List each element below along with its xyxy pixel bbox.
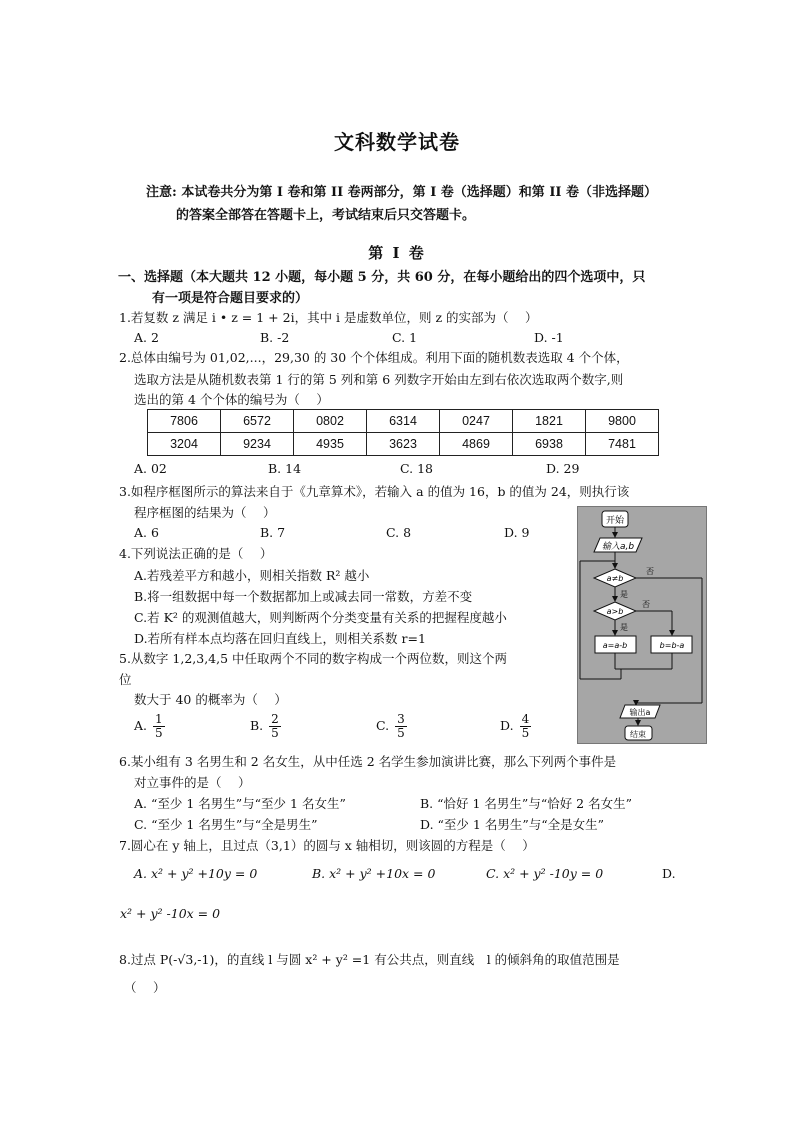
q7-option-b: B. x² + y² +10x = 0 — [312, 866, 436, 881]
q5-option-d-label: D. — [500, 718, 514, 733]
q7-option-d: D. — [662, 866, 676, 881]
table-cell: 0247 — [440, 410, 513, 433]
q5-stem-line-1: 5.从数字 1,2,3,4,5 中任取两个不同的数字构成一个两位数，则这个两 — [119, 651, 508, 666]
table-cell: 9800 — [586, 410, 659, 433]
q5-stem-line-3: 数大于 40 的概率为（ ） — [134, 692, 287, 707]
flow-no-2: 否 — [642, 600, 650, 609]
flowchart — [577, 506, 707, 744]
table-cell: 3623 — [367, 433, 440, 456]
q7-stem: 7.圆心在 y 轴上，且过点（3,1）的圆与 x 轴相切，则该圆的方程是（ ） — [119, 838, 535, 853]
q5-option-d — [500, 713, 531, 740]
flow-yes-2: 是 — [620, 623, 628, 632]
q5-stem-line-2: 位 — [119, 672, 132, 687]
q4-option-c: C.若 K² 的观测值越大，则判断两个分类变量有关系的把握程度越小 — [134, 610, 507, 625]
q3-stem-line-2: 程序框图的结果为（ ） — [134, 505, 276, 520]
fraction-denominator: 5 — [155, 726, 163, 740]
q5-option-c-fraction — [395, 713, 407, 740]
q8-stem-line-2: （ ） — [124, 980, 166, 995]
q6-option-b: B. “恰好 1 名男生”与“恰好 2 名女生” — [420, 796, 632, 811]
q5-option-a-label: A. — [134, 718, 148, 733]
table-cell: 0802 — [294, 410, 367, 433]
q2-option-a: A. 02 — [134, 461, 167, 476]
q1-option-a: A. 2 — [134, 330, 159, 345]
q2-stem-line-3: 选出的第 4 个个体的编号为（ ） — [134, 392, 329, 407]
q6-option-a: A. “至少 1 名男生”与“至少 1 名女生” — [134, 796, 346, 811]
flow-condition-2-label: a>b — [606, 607, 624, 616]
q4-option-d: D.若所有样本点均落在回归直线上，则相关系数 r=1 — [134, 631, 426, 646]
q2-option-b: B. 14 — [268, 461, 302, 476]
fraction-numerator: 4 — [521, 712, 530, 726]
flow-input-label: 输入a,b — [601, 542, 635, 552]
table-cell: 6572 — [221, 410, 294, 433]
q6-option-c: C. “至少 1 名男生”与“全是男生” — [134, 817, 318, 832]
q1-option-b: B. -2 — [260, 330, 290, 345]
q5-option-b-label: B. — [250, 718, 264, 733]
page-title: 文科数学试卷 — [334, 130, 460, 154]
q7-option-d-equation: x² + y² -10x = 0 — [120, 906, 221, 921]
fraction-denominator: 5 — [521, 726, 530, 740]
q2-stem-line-1: 2.总体由编号为 01,02,...，29,30 的 30 个个体组成。利用下面的随机数表选取 4 个个体， — [119, 350, 629, 365]
flow-output-label: 输出a — [629, 708, 651, 717]
q5-option-b — [250, 713, 281, 740]
q3-option-c: C. 8 — [386, 525, 412, 540]
flow-no-1: 否 — [646, 567, 654, 576]
flow-condition-1-label: a≠b — [606, 574, 624, 583]
q4-option-b: B.将一组数据中每一个数据都加上或减去同一常数，方差不变 — [134, 589, 473, 604]
q2-stem-line-2: 选取方法是从随机数表第 1 行的第 5 列和第 6 列数字开始由左到右依次选取两个数字,则 — [134, 372, 624, 387]
notice-line-1: 注意: 本试卷共分为第 I 卷和第 II 卷两部分，第 I 卷（选择题）和第 II 卷（非选择题） — [146, 185, 658, 200]
q3-option-a: A. 6 — [134, 525, 159, 540]
q6-option-d: D. “至少 1 名男生”与“全是女生” — [420, 817, 604, 832]
table-cell: 6314 — [367, 410, 440, 433]
flow-assign-b-label: b=b-a — [659, 641, 685, 650]
q5-option-a — [134, 713, 165, 740]
q4-option-a: A.若残差平方和越小，则相关指数 R² 越小 — [134, 568, 370, 583]
fraction-denominator: 5 — [271, 726, 279, 740]
q6-stem-line-1: 6.某小组有 3 名男生和 2 名女生，从中任选 2 名学生参加演讲比赛，那么下列两个事件是 — [119, 754, 617, 769]
q1-option-d: D. -1 — [534, 330, 564, 345]
q3-option-b: B. 7 — [260, 525, 286, 540]
notice-line-2: 的答案全部答在答题卡上，考试结束后只交答题卡。 — [176, 208, 476, 223]
q3-option-d: D. 9 — [504, 525, 530, 540]
table-cell: 1821 — [513, 410, 586, 433]
q7-option-a: A. x² + y² +10y = 0 — [134, 866, 258, 881]
fraction-denominator: 5 — [397, 726, 405, 740]
table-cell: 7806 — [148, 410, 221, 433]
random-number-table — [147, 409, 659, 456]
q6-stem-line-2: 对立事件的是（ ） — [134, 775, 251, 790]
table-cell: 4869 — [440, 433, 513, 456]
q7-option-c: C. x² + y² -10y = 0 — [486, 866, 604, 881]
q2-option-d: D. 29 — [546, 461, 580, 476]
section-title: 第 I 卷 — [368, 244, 426, 262]
table-cell: 7481 — [586, 433, 659, 456]
q3-stem-line-1: 3.如程序框图所示的算法来自于《九章算术》，若输入 a 的值为 16，b 的值为 24，则执行该 — [119, 484, 630, 499]
table-row — [148, 410, 659, 433]
q5-option-c-label: C. — [376, 718, 390, 733]
flow-yes-1: 是 — [620, 590, 628, 599]
table-cell: 4935 — [294, 433, 367, 456]
q1-option-c: C. 1 — [392, 330, 418, 345]
table-cell: 6938 — [513, 433, 586, 456]
fraction-numerator: 3 — [397, 712, 405, 726]
q1-stem: 1.若复数 z 满足 i • z = 1 + 2i，其中 i 是虚数单位，则 z 的实部为（ ） — [119, 310, 538, 325]
flow-end-label: 结束 — [630, 730, 646, 739]
table-cell: 9234 — [221, 433, 294, 456]
q5-option-b-fraction — [269, 713, 281, 740]
part1-heading-line-2: 有一项是符合题目要求的） — [152, 291, 309, 306]
table-row — [148, 433, 659, 456]
table-cell: 3204 — [148, 433, 221, 456]
fraction-numerator: 2 — [271, 712, 279, 726]
q4-stem: 4.下列说法正确的是（ ） — [119, 546, 273, 561]
q5-option-a-fraction — [153, 713, 165, 740]
flow-start-label: 开始 — [605, 516, 625, 526]
q5-option-d-fraction — [520, 713, 532, 740]
q2-option-c: C. 18 — [400, 461, 433, 476]
flow-assign-a-label: a=a-b — [602, 641, 628, 650]
part1-heading-line-1: 一、选择题（本大题共 12 小题，每小题 5 分，共 60 分，在每小题给出的四个选项中，只 — [118, 270, 646, 285]
q5-option-c — [376, 713, 407, 740]
q8-stem-line-1: 8.过点 P(-√3,-1)，的直线 l 与圆 x² + y² =1 有公共点，则直线 l 的倾斜角的取值范围是 — [119, 952, 620, 967]
fraction-numerator: 1 — [155, 712, 163, 726]
